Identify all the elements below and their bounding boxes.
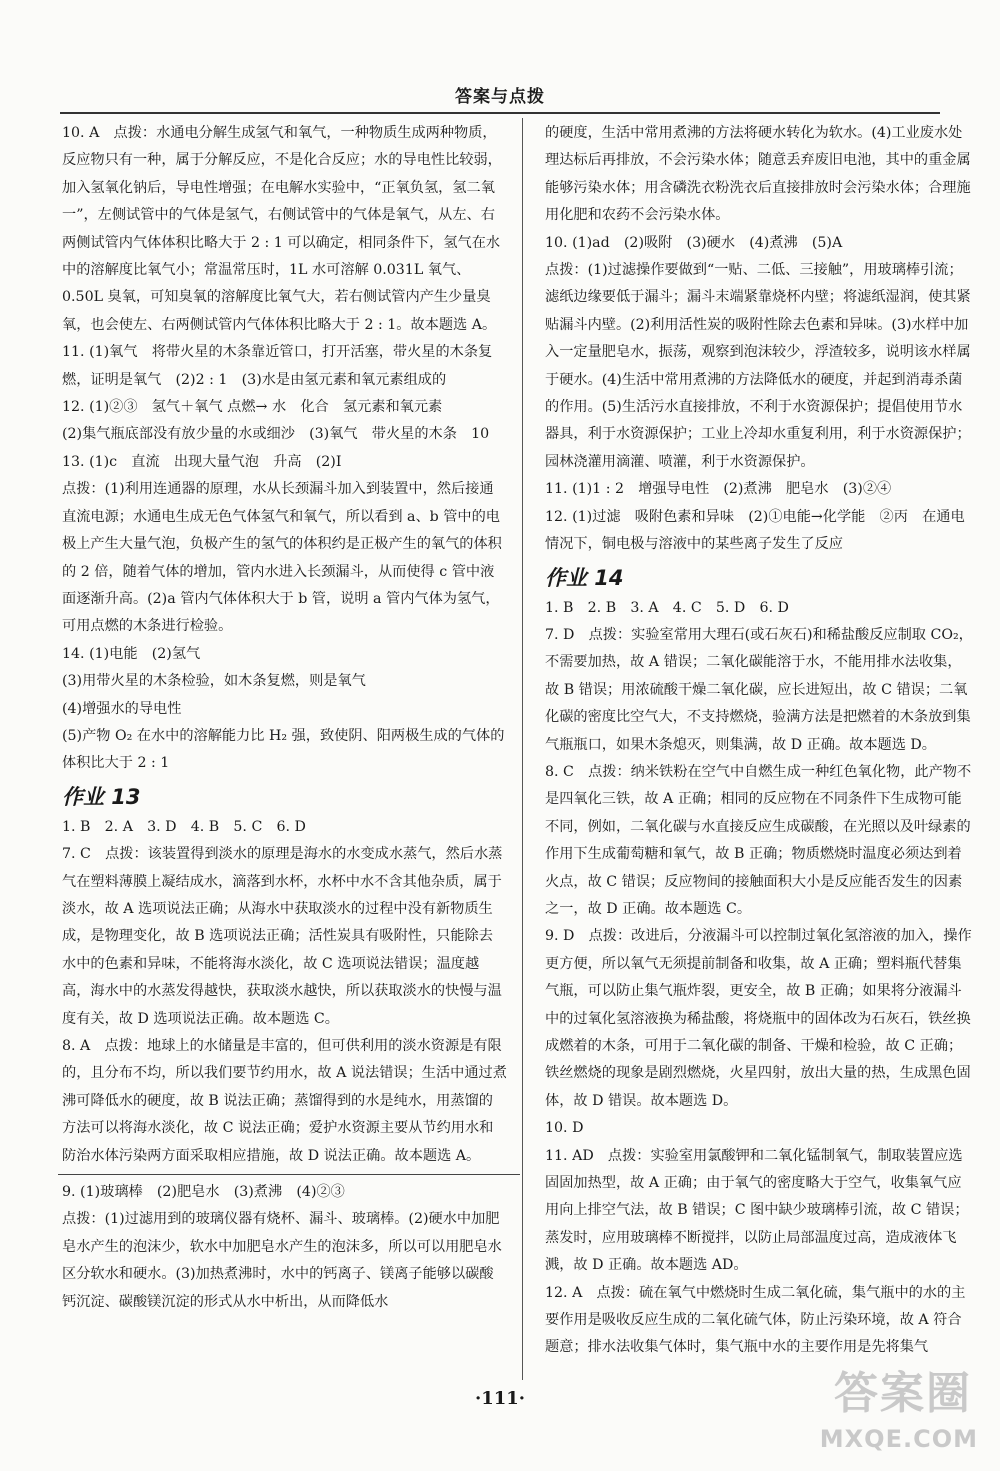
answer-text: 1. B 2. B 3. A 4. C 5. D 6. D: [545, 599, 789, 616]
answer-text: 7. D 点拨：实验室常用大理石(或石灰石)和稀盐酸反应制取 CO₂，不需要加热，故 A 错误；二氧化碳能溶于水，不能用排水法收集，故 B 错误；用浓硫酸干燥二氧化碳，应长进短出，故 C 错误；二氧化碳的密度比空气大，不支持燃烧，验满方法是把燃着的木条放到集气瓶瓶口，如果木条熄灭，则集满，故 D 正确。故本题选 D。: [545, 626, 973, 753]
answer-item: [62, 814, 507, 841]
answer-text: 10. A 点拨：水通电分解生成氢气和氧气，一种物质生成两种物质，反应物只有一种，属于分解反应，不是化合反应；水的导电性比较弱，加入氢氧化钠后，导电性增强；在电解水实验中，“正氧负氢，氢二氧一”，左侧试管中的气体是氢气，右侧试管中的气体是氧气，从左、右两侧试管内气体体积比略大于 2 : 1 可以确定，相同条件下，氢气在水中的溶解度比氧气小；常温常压时，1L 水可溶解 0.031L 氧气、0.50L 臭氧，可知臭氧的溶解度比氧气大，若右侧试管内产生少量臭氧，也会使左、右两侧试管内气体体积比略大于 2 : 1。故本题选 A。: [62, 125, 502, 333]
watermark-logo: [818, 1357, 978, 1453]
answer-text: 11. (1)氧气 将带火星的木条靠近管口，打开活塞，带火星的木条复燃，证明是氧气 (2)2 : 1 (3)水是由氢元素和氧元素组成的: [62, 344, 493, 388]
answer-item: [545, 622, 975, 759]
answer-text: (4)增强水的导电性: [62, 700, 182, 717]
section-heading: 作业 14: [545, 565, 624, 590]
answer-item: [62, 120, 507, 339]
answer-item: [545, 1115, 975, 1142]
answer-text: 1. B 2. A 3. D 4. B 5. C 6. D: [62, 818, 306, 835]
answer-item: [545, 923, 975, 1115]
section-heading: 作业 13: [62, 784, 141, 809]
answer-item: [545, 257, 975, 476]
answer-item: [545, 504, 975, 559]
answer-text: 10. (1)ad (2)吸附 (3)硬水 (4)煮沸 (5)A: [545, 234, 843, 251]
answer-item: [545, 1143, 975, 1280]
answer-item: [545, 120, 975, 230]
answer-item: [62, 668, 507, 695]
answer-item: [545, 476, 975, 503]
right-column: [545, 120, 975, 1362]
answer-item: [62, 449, 507, 476]
page-header: [60, 82, 940, 114]
answer-text: 11. AD 点拨：实验室用氯酸钾和二氧化锰制氧气，制取装置应选固固加热型，故 A 正确；由于氧气的密度略大于空气，收集氧气应用向上排空气法，故 B 错误；C 图中缺少玻璃棒引流，故 C 错误；蒸发时，应用玻璃棒不断搅拌，以防止局部温度过高，造成液体飞溅，故 D 正确。故本题选 AD。: [545, 1147, 969, 1274]
answer-text: 12. A 点拨：硫在氧气中燃烧时生成二氧化硫，集气瓶中的水的主要作用是吸收反应生成的二氧化硫气体，防止污染环境，故 A 符合题意；排水法收集气体时，集气瓶中水的主要作用是先将集气: [545, 1284, 966, 1356]
answer-text: 12. (1)过滤 吸附色素和异味 (2)①电能→化学能 ②丙 在通电情况下，铜电极与溶液中的某些离子发生了反应: [545, 508, 965, 553]
answer-text: (2)集气瓶底部没有放少量的水或细沙 (3)氧气 带火星的木条 10: [62, 426, 490, 443]
answer-text: 8. C 点拨：纳米铁粉在空气中自燃生成一种红色氧化物，此产物不是四氧化三铁，故 A 正确；相同的反应物在不同条件下生成物可能不同，例如，二氧化碳与水直接反应生成碳酸，在光照以及叶绿素的作用下生成葡萄糖和氧气，故 B 正确；物质燃烧时温度必须达到着火点，故 C 错误；反应物间的接触面积大小是反应能否发生的因素之一，故 D 正确。故本题选 C。: [545, 763, 972, 917]
answer-text: 的硬度，生活中常用煮沸的方法将硬水转化为软水。(4)工业废水处理达标后再排放，不会污染水体；随意丢弃废旧电池，其中的重金属能够污染水体；用含磷洗衣粉洗衣后直接排放时会污染水体；合理施用化肥和农药不会污染水体。: [545, 125, 971, 224]
answer-item: [545, 230, 975, 257]
answer-item: [545, 759, 975, 923]
answer-item: [62, 696, 507, 723]
answer-item: [62, 394, 507, 421]
answer-text: 点拨：(1)过滤操作要做到“一贴、二低、三接触”，用玻璃棒引流；滤纸边缘要低于漏斗；漏斗末端紧靠烧杯内壁；将滤纸湿润，使其紧贴漏斗内壁。(2)利用活性炭的吸附性除去色素和异味。(3)水样中加入一定量肥皂水，振荡，观察到泡沫较少，浮渣较多，说明该水样属于硬水。(4)生活中常用煮沸的方法降低水的硬度，并起到消毒杀菌的作用。(5)生活污水直接排放，不利于水资源保护；提倡使用节水器具，利于水资源保护；工业上冷却水重复利用，利于水资源保护；园林浇灌用滴灌、喷灌，利于水资源保护。: [545, 262, 971, 470]
answer-text: 11. (1)1 : 2 增强导电性 (2)煮沸 肥皂水 (3)②④: [545, 481, 892, 498]
answer-item: [545, 1280, 975, 1362]
answer-text: 12. (1)②③ 氢气＋氧气 点燃→ 水 化合 氢元素和氧元素: [62, 399, 443, 416]
answer-text: 13. (1)c 直流 出现大量气泡 升高 (2)Ⅰ: [62, 453, 342, 470]
answer-item: [62, 641, 507, 668]
answer-item: [62, 476, 507, 640]
page-title: 答案与点拨: [455, 87, 545, 107]
left-column: [62, 120, 507, 1316]
answer-item: [62, 723, 507, 778]
answer-text: 点拨：(1)利用连通器的原理，水从长颈漏斗加入到装置中，然后接通直流电源；水通电生成无色气体氢气和氧气，所以看到 a、b 管中的电极上产生大量气泡，负极产生的氢气的体积约是正极产生的氧气的体积的 2 倍，随着气体的增加，管内水进入长颈漏斗，从而使得 c 管中液面逐渐升高。(2)a 管内气体体积大于 b 管，说明 a 管内气体为氢气，可用点燃的木条进行检验。: [62, 481, 502, 635]
watermark-glyphs: 答案圈: [834, 1368, 972, 1419]
watermark-url: MXQE.COM: [819, 1425, 978, 1453]
answer-text: 8. A 点拨：地球上的水储量是丰富的，但可供利用的淡水资源是有限的，且分布不均，所以我们要节约用水，故 A 说法错误；生活中通过煮沸可降低水的硬度，故 B 说法正确；蒸馏得到的水是纯水，用蒸馏的方法可以将海水淡化，故 C 说法正确；爱护水资源主要从节约用水和防治水体污染两方面采取相应措施，故 D 说法正确。故本题选 A。: [62, 1038, 507, 1164]
answer-item: [62, 1033, 507, 1170]
column-divider: [522, 118, 523, 1380]
answer-text: 14. (1)电能 (2)氢气: [62, 645, 201, 662]
answer-text: 点拨：(1)过滤用到的玻璃仪器有烧杯、漏斗、玻璃棒。(2)硬水中加肥皂水产生的泡沫少，软水中加肥皂水产生的泡沫多，所以可以用肥皂水区分软水和硬水。(3)加热煮沸时，水中的钙离子、镁离子能够以碳酸钙沉淀、碳酸镁沉淀的形式从水中析出，从而降低水: [62, 1211, 502, 1310]
answer-item: [62, 421, 507, 448]
answer-text: 7. C 点拨：该装置得到淡水的原理是海水的水变成水蒸气，然后水蒸气在塑料薄膜上凝结成水，滴落到水杯，水杯中水不含其他杂质，属于淡水，故 A 选项说法正确；从海水中获取淡水的过程中没有新物质生成，是物理变化，故 B 选项说法正确；活性炭具有吸附性，只能除去水中的色素和异味，不能将海水淡化，故 C 选项说法错误；温度越高，海水中的水蒸发得越快，获取淡水越快，所以获取淡水的快慢与温度有关，故 D 选项说法正确。故本题选 C。: [62, 846, 503, 1027]
answer-item: [62, 841, 507, 1033]
answer-text: 10. D: [545, 1120, 584, 1137]
answer-item: [62, 339, 507, 394]
answer-item: [545, 595, 975, 622]
rule-line: [58, 1174, 520, 1175]
answer-item: [62, 1206, 507, 1316]
page-number: ·111·: [474, 1388, 526, 1409]
answer-text: 9. (1)玻璃棒 (2)肥皂水 (3)煮沸 (4)②③: [62, 1184, 345, 1201]
answer-text: (3)用带火星的木条检验，如木条复燃，则是氧气: [62, 673, 366, 690]
answer-item: [62, 1179, 507, 1206]
answer-text: (5)产物 O₂ 在水中的溶解能力比 H₂ 强，致使阴、阳两极生成的气体的体积比大于 2 : 1: [62, 727, 505, 772]
answer-text: 9. D 点拨：改进后，分液漏斗可以控制过氧化氢溶液的加入，操作更方便，所以氧气无须提前制备和收集，故 A 正确；塑料瓶代替集气瓶，可以防止集气瓶炸裂，更安全，故 B 正确；如果将分液漏斗中的过氧化氢溶液换为稀盐酸，将烧瓶中的固体改为石灰石，铁丝换成燃着的木条，可用于二氧化碳的制备、干燥和检验，故 C 正确；铁丝燃烧的现象是剧烈燃烧，火星四射，放出大量的热，生成黑色固体，故 D 错误。故本题选 D。: [545, 928, 972, 1109]
